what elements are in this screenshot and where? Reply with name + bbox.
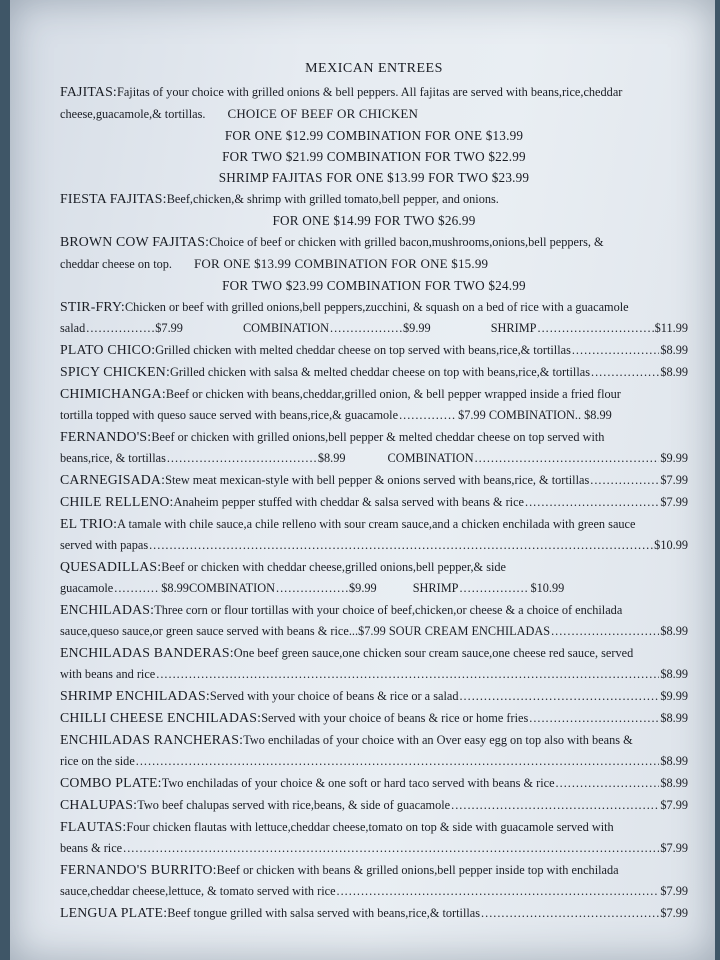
item-name: EL TRIO: xyxy=(60,516,118,531)
item-desc: Beef tongue grilled with salsa served with beans,rice,& tortillas xyxy=(167,906,481,920)
item-enchiladas-rancheras xyxy=(60,729,688,751)
item-name: SPICY CHICKEN: xyxy=(60,364,170,379)
item-name: ENCHILADAS BANDERAS: xyxy=(60,645,234,660)
item-fernandos-burrito xyxy=(60,859,688,881)
item-desc: Beef or chicken with cheddar cheese,grilled onions,bell pepper,& side xyxy=(161,560,507,574)
item-price: $8.99 xyxy=(660,667,688,681)
item-name: FERNANDO'S: xyxy=(60,429,152,444)
item-name: FERNANDO'S BURRITO: xyxy=(60,862,217,877)
item-label: COMBINATION xyxy=(387,451,474,465)
item-desc: sauce,cheddar cheese,lettuce, & tomato served with rice xyxy=(60,884,336,898)
item-desc: Chicken or beef with grilled onions,bell peppers,zucchini, & squash on a bed of rice with a guacamole xyxy=(124,300,629,314)
item-label: SHRIMP xyxy=(412,581,459,595)
menu-sheet xyxy=(10,0,715,960)
item-enchiladas-banderas xyxy=(60,642,688,664)
item-name: CHIMICHANGA: xyxy=(60,386,166,401)
item-price: $7.99 xyxy=(660,473,688,487)
item-chimichanga xyxy=(60,383,688,405)
item-flautas xyxy=(60,816,688,838)
item-desc: Stew meat mexican-style with bell pepper & onions served with beans,rice, & tortillas xyxy=(165,473,590,487)
item-desc: rice on the side xyxy=(60,754,135,768)
item-enchiladas xyxy=(60,599,688,621)
item-price: $8.99 xyxy=(317,451,346,465)
item-desc: Served with your choice of beans & rice or a salad xyxy=(209,689,459,703)
fajitas-choice: CHOICE OF BEEF OR CHICKEN xyxy=(227,106,419,121)
item-desc: Choice of beef or chicken with grilled bacon,mushrooms,onions,bell peppers, & xyxy=(209,235,604,249)
item-desc: Fajitas of your choice with grilled onions & bell peppers. All fajitas are served with beans,rice,cheddar xyxy=(116,85,623,99)
menu-title: MEXICAN ENTREES xyxy=(305,61,443,76)
item-name: ENCHILADAS RANCHERAS: xyxy=(60,732,244,747)
item-brown-cow-fajitas xyxy=(60,231,688,253)
item-label: SOUR CREAM ENCHILADAS xyxy=(388,624,551,638)
item-price: $7.99 xyxy=(660,798,688,812)
item-desc: Beef or chicken with beans,cheddar,grilled onion, & bell pepper wrapped inside a fried flour xyxy=(165,387,621,401)
item-desc: beans,rice, & tortillas xyxy=(60,451,166,465)
item-fernandos xyxy=(60,426,688,448)
item-carnegisada xyxy=(60,469,688,491)
item-stir-fry xyxy=(60,296,688,318)
item-price: $8.99 xyxy=(660,365,688,379)
item-desc: One beef green sauce,one chicken sour cream sauce,one cheese red sauce, served xyxy=(233,646,634,660)
item-fiesta-fajitas xyxy=(60,188,688,210)
item-desc: salad xyxy=(60,321,86,335)
item-label: COMBINATION xyxy=(242,321,330,335)
item-desc: cheddar cheese on top. xyxy=(60,257,172,271)
item-chalupas xyxy=(60,794,688,816)
item-name: FAJITAS: xyxy=(60,84,117,99)
item-desc: Two beef chalupas served with rice,beans, & side of guacamole xyxy=(137,798,451,812)
fajitas-price-3: SHRIMP FAJITAS FOR ONE $13.99 FOR TWO $23.99 xyxy=(218,170,530,185)
item-plato-chico xyxy=(60,339,688,361)
item-name: QUESADILLAS: xyxy=(60,559,162,574)
item-desc: Beef,chicken,& shrimp with grilled tomato,bell pepper, and onions. xyxy=(166,192,499,206)
item-name: STIR-FRY: xyxy=(60,299,125,314)
fajitas-desc-line xyxy=(60,103,688,125)
item-price: $7.99 xyxy=(660,841,688,855)
item-price: $8.99 xyxy=(660,776,688,790)
item-price: $10.99 xyxy=(654,538,688,552)
enchiladas-prices xyxy=(60,621,688,642)
item-price: $8.99 xyxy=(660,343,688,357)
item-name: ENCHILADAS: xyxy=(60,602,155,617)
item-price: $11.99 xyxy=(654,321,688,335)
fajitas-price-2: FOR TWO $21.99 COMBINATION FOR TWO $22.99 xyxy=(222,149,526,164)
item-price: $7.99 xyxy=(358,624,386,638)
item-price: $9.99 xyxy=(349,581,377,595)
banderas-price xyxy=(60,664,688,685)
rancheras-price xyxy=(60,751,688,772)
brown-cow-prices-1: FOR ONE $13.99 COMBINATION FOR ONE $15.99 xyxy=(194,256,489,271)
item-name: FLAUTAS: xyxy=(60,819,127,834)
item-price: $7.99 xyxy=(458,408,486,422)
burrito-price xyxy=(60,881,688,902)
item-label: COMBINATION xyxy=(188,581,276,595)
item-desc: Two enchiladas of your choice with an Over easy egg on top also with beans & xyxy=(243,733,633,747)
menu-content xyxy=(60,58,688,924)
item-price: $7.99 xyxy=(660,884,688,898)
item-desc: A tamale with chile sauce,a chile relleno with sour cream sauce,and a chicken enchilada with green sauce xyxy=(117,517,636,531)
item-desc: Grilled chicken with melted cheddar cheese on top served with beans,rice,& tortillas xyxy=(155,343,571,357)
item-name: PLATO CHICO: xyxy=(60,342,156,357)
item-chile-relleno xyxy=(60,491,688,513)
item-desc: guacamole xyxy=(60,581,114,595)
item-desc: sauce,queso sauce,or green sauce served with beans & rice... xyxy=(60,624,359,638)
item-lengua-plate xyxy=(60,902,688,924)
item-chilli-cheese-enchiladas xyxy=(60,707,688,729)
item-price: $8.99 xyxy=(660,754,688,768)
item-desc: cheese,guacamole,& tortillas. xyxy=(60,107,206,121)
brown-cow-line-2 xyxy=(60,253,688,275)
item-desc: served with papas xyxy=(60,538,149,552)
item-desc: Four chicken flautas with lettuce,cheddar cheese,tomato on top & side with guacamole served with xyxy=(126,820,614,834)
item-price: $8.99 xyxy=(660,624,688,638)
quesadillas-prices xyxy=(60,578,688,599)
item-name: CARNEGISADA: xyxy=(60,472,166,487)
item-price: $7.99 xyxy=(660,495,688,509)
item-desc: Beef or chicken with grilled onions,bell pepper & melted cheddar cheese on top served with xyxy=(151,430,605,444)
item-price: $9.99 xyxy=(403,321,431,335)
item-shrimp-enchiladas xyxy=(60,685,688,707)
item-desc: tortilla topped with queso sauce served with beans,rice,& guacamole xyxy=(60,408,399,422)
item-price: $8.99 xyxy=(584,408,612,422)
brown-cow-prices-2: FOR TWO $23.99 COMBINATION FOR TWO $24.99 xyxy=(222,278,526,293)
item-quesadillas xyxy=(60,556,688,578)
item-desc: Served with your choice of beans & rice or home fries xyxy=(261,711,529,725)
item-price: $9.99 xyxy=(660,689,688,703)
el-trio-price xyxy=(60,535,688,556)
item-price: $7.99 xyxy=(660,906,688,920)
flautas-price xyxy=(60,838,688,859)
item-name: CHALUPAS: xyxy=(60,797,138,812)
item-label: COMBINATION.. xyxy=(488,408,582,422)
item-label: SHRIMP xyxy=(490,321,537,335)
item-el-trio xyxy=(60,513,688,535)
fernandos-prices xyxy=(60,448,688,469)
item-price: $7.99 xyxy=(155,321,183,335)
item-name: BROWN COW FAJITAS: xyxy=(60,234,210,249)
item-name: SHRIMP ENCHILADAS: xyxy=(60,688,210,703)
item-spicy-chicken xyxy=(60,361,688,383)
item-desc: Two enchiladas of your choice & one soft or hard taco served with beans & rice xyxy=(161,776,555,790)
item-price: $8.99 xyxy=(161,581,189,595)
item-combo-plate xyxy=(60,772,688,794)
fiesta-prices: FOR ONE $14.99 FOR TWO $26.99 xyxy=(272,213,476,228)
item-name: FIESTA FAJITAS: xyxy=(60,191,167,206)
item-name: CHILE RELLENO: xyxy=(60,494,174,509)
item-desc: Anaheim pepper stuffed with cheddar & salsa served with beans & rice xyxy=(173,495,525,509)
chimichanga-prices xyxy=(60,405,688,426)
fajitas-price-1: FOR ONE $12.99 COMBINATION FOR ONE $13.99 xyxy=(224,128,524,143)
item-price: $9.99 xyxy=(660,451,688,465)
item-name: LENGUA PLATE: xyxy=(60,905,168,920)
item-name: COMBO PLATE: xyxy=(60,775,162,790)
item-desc: beans & rice xyxy=(60,841,123,855)
item-price: $10.99 xyxy=(530,581,565,595)
item-desc: Grilled chicken with salsa & melted cheddar cheese on top with beans,rice,& tortillas xyxy=(170,365,591,379)
item-price: $8.99 xyxy=(660,711,688,725)
item-desc: with beans and rice xyxy=(60,667,156,681)
stir-fry-prices xyxy=(60,318,688,339)
item-desc: Three corn or flour tortillas with your choice of beef,chicken,or cheese & a choice of enchilada xyxy=(154,603,623,617)
item-fajitas xyxy=(60,81,688,103)
item-desc: Beef or chicken with beans & grilled onions,bell pepper inside top with enchilada xyxy=(216,863,619,877)
item-name: CHILLI CHEESE ENCHILADAS: xyxy=(60,710,262,725)
